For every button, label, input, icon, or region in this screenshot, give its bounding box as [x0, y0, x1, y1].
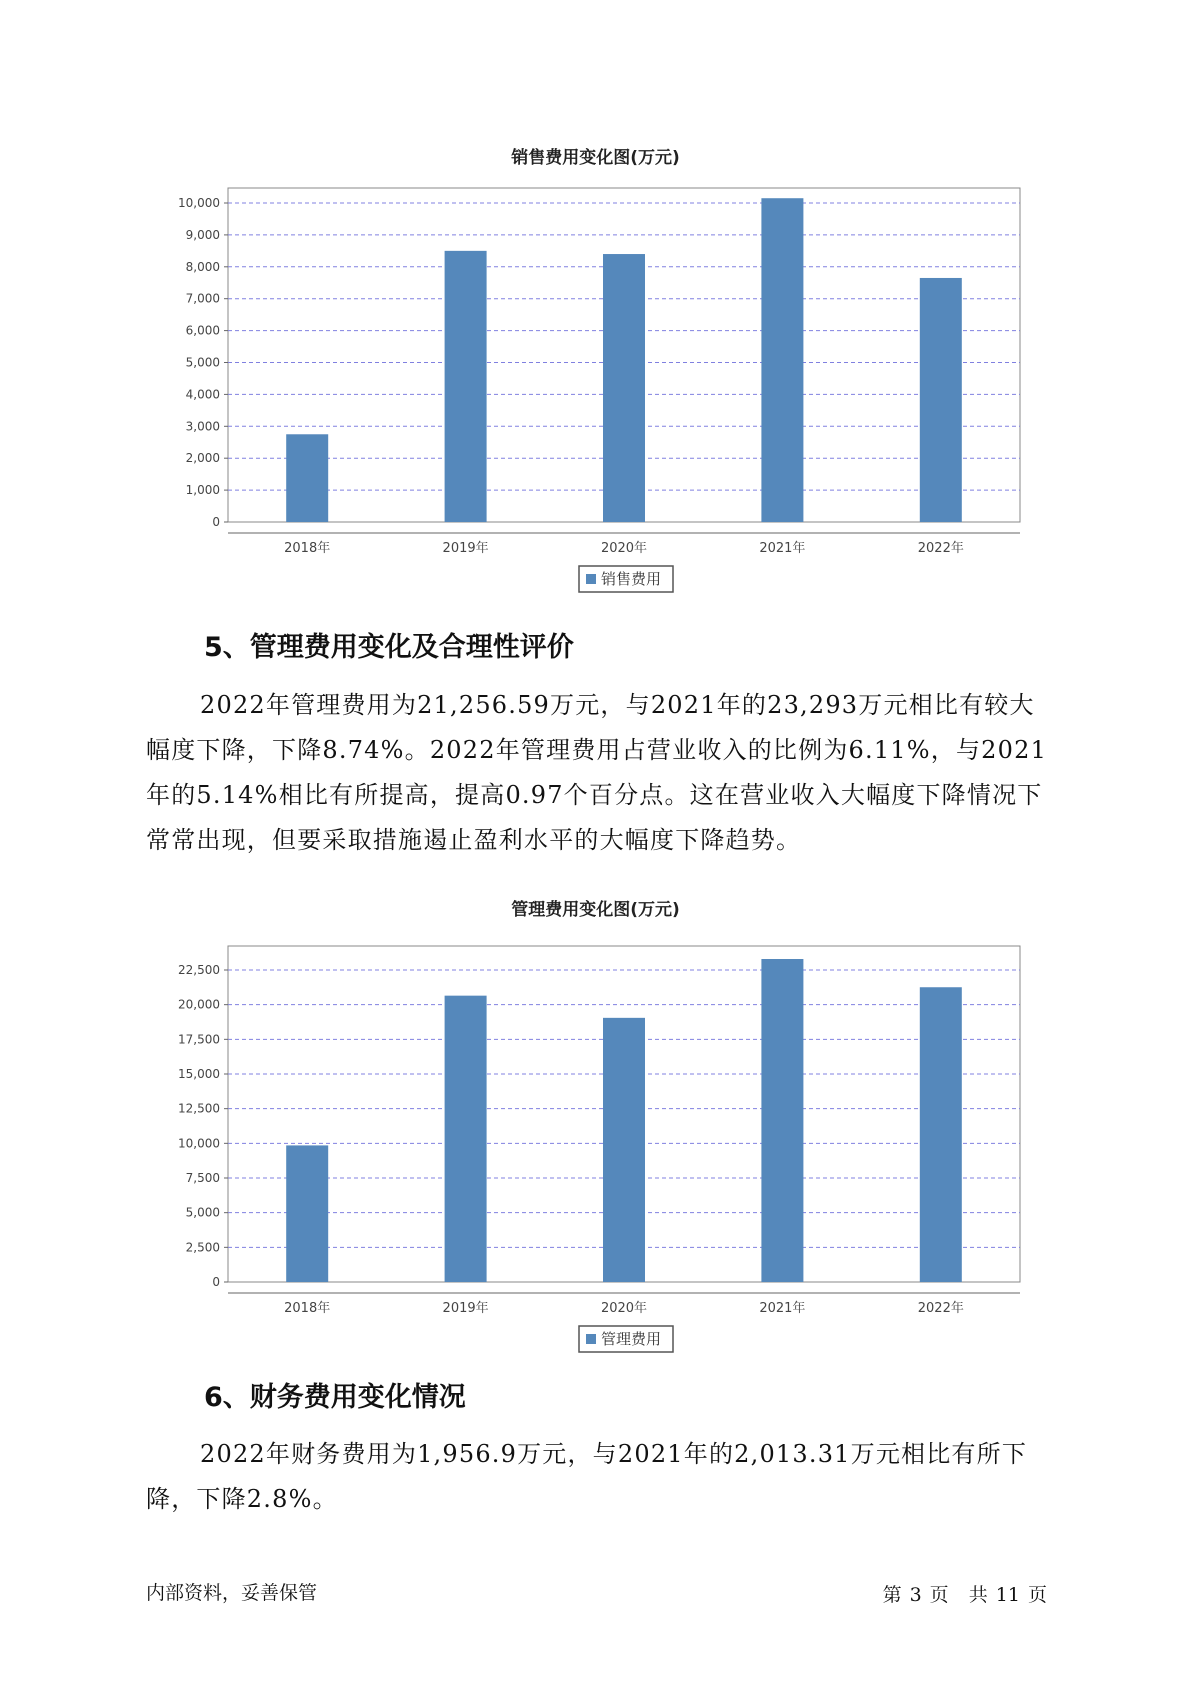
y-tick-label: 3,000 [185, 419, 220, 434]
bar [603, 1018, 645, 1282]
x-tick-label: 2019年 [442, 1301, 489, 1316]
y-tick-label: 20,000 [178, 997, 220, 1012]
y-tick-label: 10,000 [178, 196, 220, 210]
x-tick-label: 2021年 [759, 541, 806, 556]
section-paragraph-6: 2022年财务费用为1,956.9万元，与2021年的2,013.31万元相比有所下降，下降2.8%。 [146, 1440, 1028, 1513]
bar [286, 1145, 328, 1282]
y-tick-label: 10,000 [178, 1136, 220, 1151]
page-label: 页 [1027, 1584, 1047, 1606]
page-label: 共 [968, 1584, 988, 1606]
footer-confidential-note: 内部资料，妥善保管 [146, 1582, 318, 1604]
legend-swatch [586, 1334, 596, 1344]
x-tick-label: 2022年 [917, 1301, 964, 1316]
y-tick-label: 1,000 [185, 483, 220, 498]
section-heading-5: 5、管理费用变化及合理性评价 [204, 632, 574, 663]
x-tick-label: 2021年 [759, 1301, 806, 1316]
y-tick-label: 2,500 [185, 1240, 220, 1255]
y-tick-label: 7,000 [185, 291, 220, 306]
page-current: 3 [909, 1584, 922, 1606]
chart-title: 管理费用变化图(万元) [511, 900, 680, 920]
x-tick-label: 2020年 [600, 541, 648, 556]
legend-label: 管理费用 [601, 1330, 662, 1348]
x-tick-label: 2022年 [917, 541, 964, 556]
page-total: 11 [995, 1584, 1020, 1606]
y-tick-label: 4,000 [185, 387, 220, 402]
y-tick-label: 17,500 [178, 1032, 220, 1047]
y-tick-label: 0 [212, 515, 220, 529]
y-tick-label: 9,000 [185, 227, 220, 242]
y-tick-label: 2,000 [185, 451, 220, 466]
x-tick-label: 2019年 [442, 541, 489, 556]
y-tick-label: 8,000 [185, 259, 220, 274]
x-tick-label: 2018年 [284, 541, 331, 556]
bar [761, 959, 803, 1282]
y-tick-label: 0 [212, 1275, 220, 1289]
y-tick-label: 5,000 [185, 1205, 220, 1220]
chart-title: 销售费用变化图(万元) [511, 148, 680, 168]
page-label: 页 [929, 1584, 949, 1606]
footer-page-number [879, 1580, 1051, 1607]
section-heading-6: 6、财务费用变化情况 [204, 1382, 466, 1413]
y-tick-label: 6,000 [185, 323, 220, 338]
page-label: 第 [882, 1584, 902, 1606]
bar [920, 987, 962, 1282]
section-paragraph-5: 2022年管理费用为21,256.59万元，与2021年的23,293万元相比有较大幅度下降，下降8.74%。2022年管理费用占营业收入的比例为6.11%，与2021年的5.14%相比有所提高，提高0.97个百分点。这在营业收入大幅度下降情况下常常出现，但要采取措施遏止盈利水平的大幅度下降趋势。 [146, 691, 1048, 854]
legend-label: 销售费用 [601, 570, 662, 588]
y-tick-label: 5,000 [185, 355, 220, 370]
y-tick-label: 12,500 [178, 1101, 220, 1116]
y-tick-label: 7,500 [185, 1171, 220, 1185]
x-tick-label: 2020年 [600, 1301, 648, 1316]
y-tick-label: 22,500 [178, 963, 220, 977]
bar [445, 996, 487, 1282]
y-tick-label: 15,000 [178, 1067, 220, 1081]
x-tick-label: 2018年 [284, 1301, 331, 1316]
